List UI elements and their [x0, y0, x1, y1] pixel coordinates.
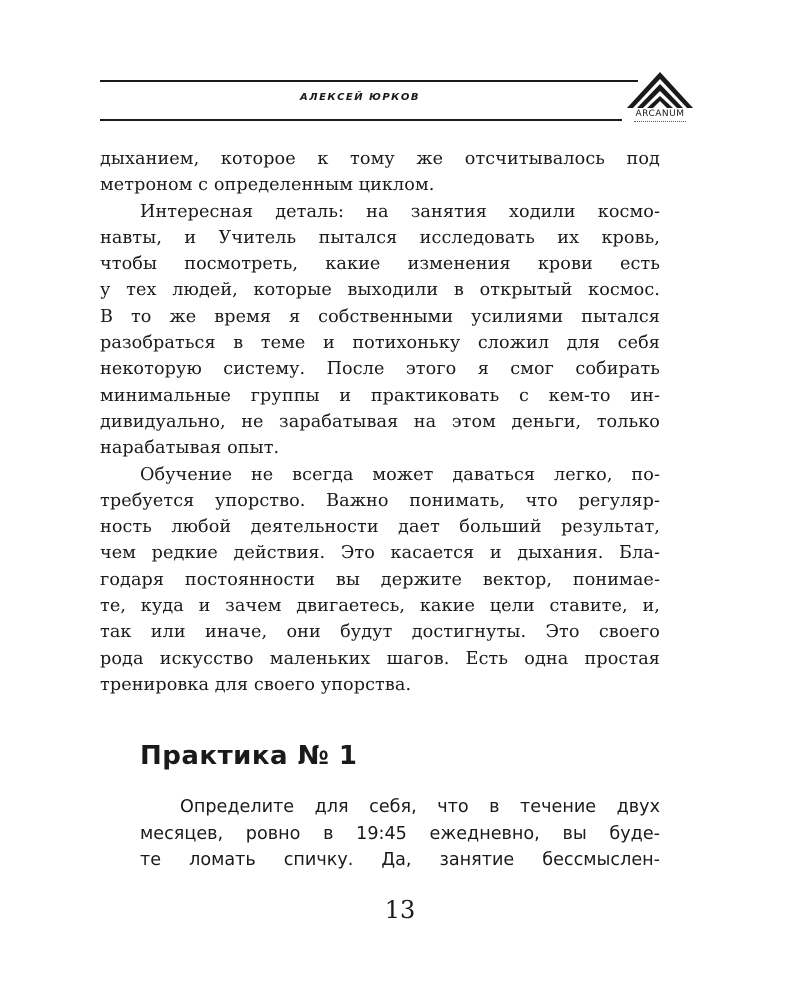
- page-number: 13: [384, 896, 416, 924]
- text-line: те, куда и зачем двигаетесь, какие цели ставите, и,: [100, 596, 660, 617]
- running-head: АЛЕКСЕЙ ЮРКОВ: [300, 92, 420, 103]
- text-line: рода искусство маленьких шагов. Есть одна простая: [100, 648, 660, 669]
- text-line: у тех людей, которые выходили в открытый космос.: [100, 280, 660, 301]
- text-line: чтобы посмотреть, какие изменения крови есть: [100, 254, 660, 275]
- text-line: требуется упорство. Важно понимать, что регуляр-: [100, 490, 660, 511]
- text-line: ность любой деятельности дает больший результат,: [100, 517, 660, 538]
- text-line: так или иначе, они будут достигнуты. Это своего: [100, 622, 660, 643]
- text-line: тренировка для своего упорства.: [100, 674, 412, 695]
- header-rule-top: [100, 80, 638, 82]
- text-line: Обучение не всегда может даваться легко, по-: [140, 464, 660, 485]
- text-line: те ломать спичку. Да, занятие бессмыслен-: [140, 850, 660, 870]
- text-line: годаря постоянности вы держите вектор, понимае-: [100, 569, 660, 590]
- text-line: Определите для себя, что в течение двух: [180, 797, 660, 817]
- body-text: [100, 146, 660, 698]
- text-line: нарабатывая опыт.: [100, 438, 280, 459]
- text-line: чем редкие действия. Это касается и дыхания. Бла-: [100, 543, 660, 564]
- text-line: разобраться в теме и потихоньку сложил для себя: [100, 333, 660, 354]
- text-line: навты, и Учитель пытался исследовать их кровь,: [100, 227, 660, 248]
- section-heading: Практика № 1: [140, 741, 358, 771]
- text-line: Интересная деталь: на занятия ходили космо-: [140, 201, 660, 222]
- text-line: некоторую систему. После этого я смог собирать: [100, 359, 660, 380]
- text-line: дыханием, которое к тому же отсчитывалось под: [100, 149, 660, 169]
- practice-text: [140, 794, 660, 874]
- text-line: дивидуально, не зарабатывая на этом деньги, только: [100, 411, 660, 432]
- text-line: минимальные группы и практиковать с кем-то ин-: [100, 385, 660, 406]
- text-line: В то же время я собственными усилиями пытался: [100, 306, 660, 327]
- text-line: месяцев, ровно в 19:45 ежедневно, вы буде-: [140, 823, 660, 844]
- logo-underline: [634, 121, 686, 124]
- text-line: метроном с определенным циклом.: [100, 175, 435, 196]
- header-rule-bottom: [100, 119, 622, 121]
- logo-text: ARCANUM: [635, 109, 685, 119]
